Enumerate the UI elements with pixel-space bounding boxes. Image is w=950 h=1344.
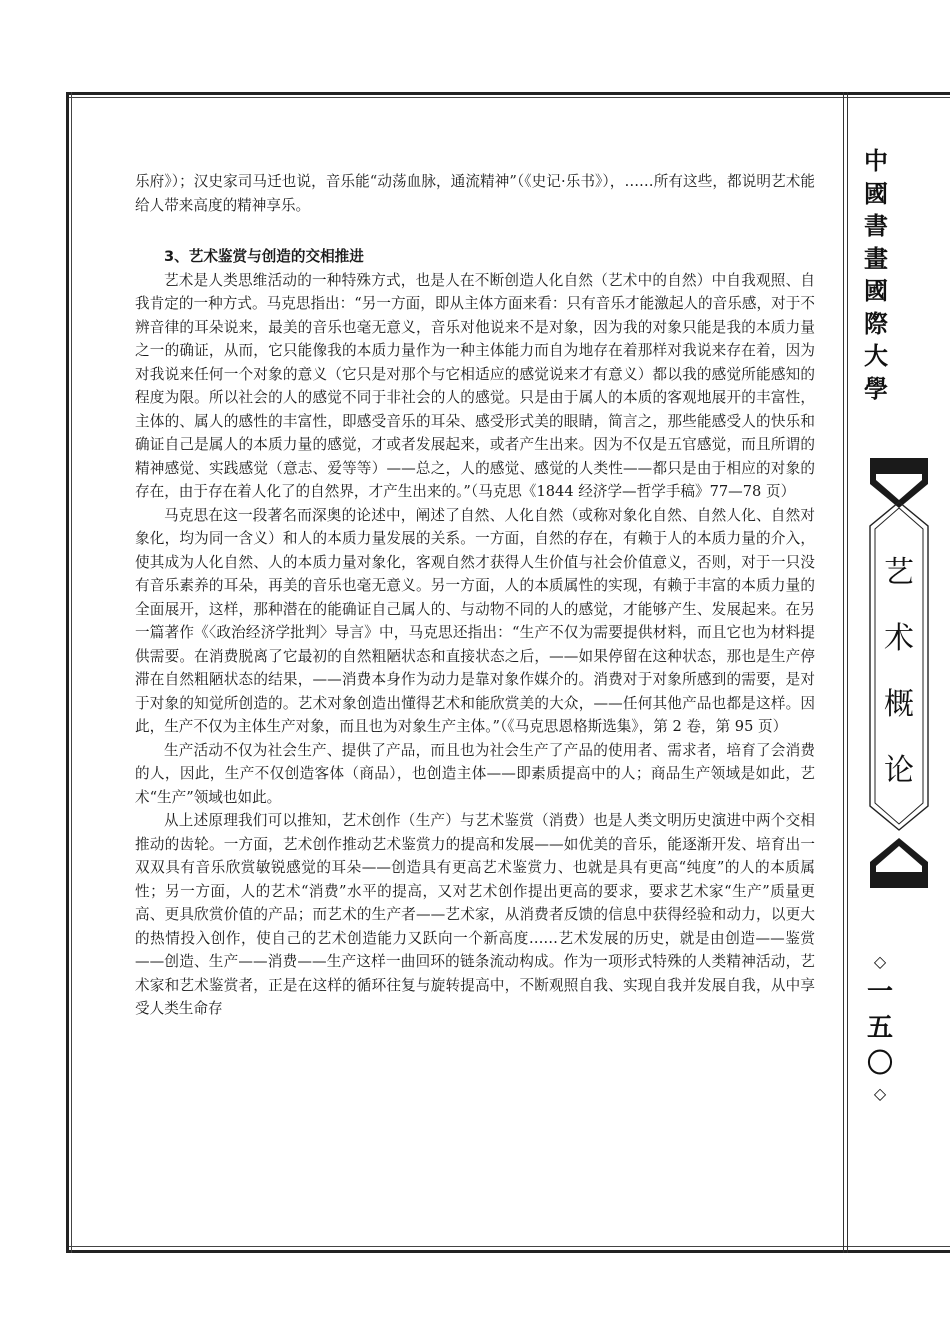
sidebar-divider [843, 92, 844, 1253]
university-name [852, 145, 900, 405]
paragraph-continuation: 乐府》）；汉史家司马迁也说，音乐能“动荡血脉，通流精神”（《史记·乐书》），……所有这些，都说明艺术能给人带来高度的精神享乐。 [135, 173, 815, 214]
paragraph: 马克思在这一段著名而深奥的论述中，阐述了自然、人化自然（或称对象化自然、自然人化、自然对象化，均为同一含义）和人的本质力量发展的关系。一方面，自然的存在，有赖于人的本质力量的介入，使其成为人化自然、人的本质力量对象化，客观自然才获得人生价值与社会价值意义，否则，对于一只没有音乐素养的耳朵，再美的音乐也毫无意义。另一方面，人的本质属性的实现，有赖于丰富的本质力量的全面展开，这样，那种潜在的能确证自己属人的、与动物不同的人的感觉，才能够产生、发展起来。在另一篇著作《〈政治经济学批判〉导言》中，马克思还指出：“生产不仅为需要提供材料，而且它也为材料提供需要。在消费脱离了它最初的自然粗陋状态和直接状态之后，——如果停留在这种状态，那也是生产停滞在自然粗陋状态的结果，——消费本身作为动力是靠对象作媒介的。消费对于对象所感到的需要，是对于对象的知觉所创造的。艺术对象创造出懂得艺术和能欣赏美的大众，——任何其他产品也都是这样。因此，生产不仅为主体生产对象，而且也为对象生产主体。”（《马克思恩格斯选集》，第 2 卷，第 95 页） [135, 506, 815, 735]
book-title-char: 论 [884, 753, 914, 788]
frame-inner-top-border [66, 97, 950, 98]
diamond-icon: ◇ [873, 1084, 887, 1103]
book-title [868, 540, 930, 804]
sidebar-divider-inner [847, 92, 848, 1253]
university-char: 中 [864, 146, 888, 175]
university-char: 國 [864, 178, 888, 208]
university-char: 書 [864, 211, 888, 240]
section-heading: 3、艺术鉴赏与创造的交相推进 [164, 248, 364, 265]
paragraph: 艺术是人类思维活动的一种特殊方式，也是人在不断创造人化自然（艺术中的自然）中自我观照、自我肯定的一种方式。马克思指出：“另一方面，即从主体方面来看：只有音乐才能激起人的音乐感，对于不辨音律的耳朵说来，最美的音乐也毫无意义，音乐对他说来不是对象，因为我的对象只能是我的本质力量之一的确证，从而，它只能像我的本质力量作为一种主体能力而自为地存在着那样对我说来存在着，因为对我说来任何一个对象的意义（它只是对那个与它相适应的感觉说来才有意义）都以我的感觉所能感知的程度为限。所以社会的人的感觉不同于非社会的人的感觉。只是由于属人的本质的客观地展开的丰富性，主体的、属人的感性的丰富性，即感受音乐的耳朵、感受形式美的眼睛，简言之，那些能感受人的快乐和确证自己是属人的本质力量的感觉，才或者发展起来，或者产生出来。因为不仅是五官感觉，而且所谓的精神感觉、实践感觉（意志、爱等等）——总之，人的感觉、感觉的人类性——都只是由于相应的对象的存在，由于存在着人化了的自然界，才产生出来的。”（马克思《1844 经济学—哲学手稿》77—78 页） [135, 271, 815, 500]
page-number-char: 五 [866, 1013, 893, 1043]
page-number-char: 一 [866, 977, 893, 1007]
frame-inner-bottom-border [66, 1246, 950, 1247]
paragraph: 生产活动不仅为社会生产、提供了产品，而且也为社会生产了产品的使用者、需求者，培育了会消费的人，因此，生产不仅创造客体（商品），也创造主体——即素质提高中的人；商品生产领域是如此，艺术“生产”领域也如此。 [135, 741, 815, 806]
frame-bottom-border [66, 1250, 950, 1253]
university-char: 際 [864, 308, 888, 338]
paragraph: 从上述原理我们可以推知，艺术创作（生产）与艺术鉴赏（消费）也是人类文明历史演进中两个交相推动的齿轮。一方面，艺术创作推动艺术鉴赏力的提高和发展——如优美的音乐，能逐渐开发、培育出一双双具有音乐欣赏敏锐感觉的耳朵——创造具有更高艺术鉴赏力、也就是具有更高“纯度”的人的本质属性；另一方面，人的艺术“消费”水平的提高，又对艺术创作提出更高的要求，要求艺术家“生产”质量更高、更具欣赏价值的产品；而艺术的生产者——艺术家，从消费者反馈的信息中获得经验和动力，以更大的热情投入创作，使自己的艺术创造能力又跃向一个新高度……艺术发展的历史，就是由创造——鉴赏——创造、生产——消费——生产这样一曲回环的链条流动构成。作为一项形式特殊的人类精神活动，艺术家和艺术鉴赏者，正是在这样的循环往复与旋转提高中，不断观照自我、实现自我并发展自我，从中享受人类生命存 [135, 812, 815, 1017]
page-number [862, 950, 898, 1106]
page-body [135, 170, 815, 1021]
frame-top-border [66, 92, 950, 95]
diamond-icon: ◇ [873, 952, 887, 971]
book-title-char: 概 [884, 687, 914, 722]
page-number-char: 〇 [866, 1049, 893, 1079]
book-title-char: 艺 [884, 555, 914, 590]
chevron-ornament-bottom-icon [870, 834, 928, 872]
university-char: 畫 [864, 243, 888, 273]
university-char: 大 [864, 341, 888, 370]
title-band-top [870, 458, 928, 474]
title-band-bottom [870, 872, 928, 888]
frame-left-border [66, 92, 69, 1253]
university-char: 國 [864, 276, 888, 305]
university-char: 學 [864, 373, 888, 403]
book-title-char: 术 [884, 621, 914, 656]
frame-inner-left-border [71, 92, 72, 1253]
